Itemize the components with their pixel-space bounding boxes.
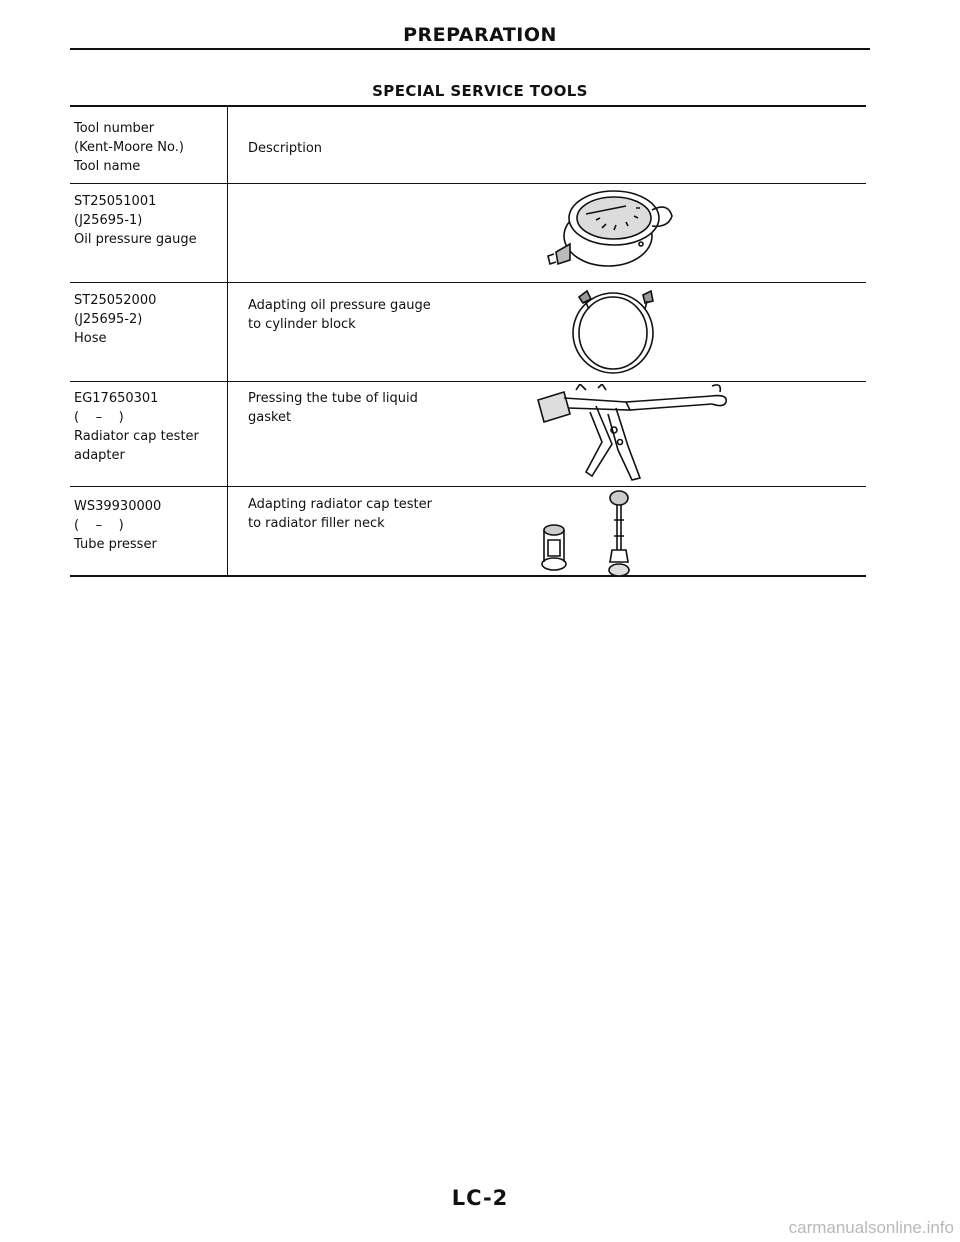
tool-name: Oil pressure gauge — [74, 232, 197, 247]
oil-pressure-gauge-illustration — [540, 188, 680, 274]
header-divider — [70, 183, 866, 184]
row-divider — [70, 486, 866, 487]
tool-number: WS39930000 — [74, 499, 162, 514]
tool-name: Hose — [74, 331, 107, 346]
hose-illustration — [565, 287, 665, 377]
tool-number: ST25052000 — [74, 293, 157, 308]
section-title: SPECIAL SERVICE TOOLS — [372, 82, 588, 100]
table-top-rule — [70, 105, 866, 107]
column-divider — [227, 107, 228, 575]
table-bottom-rule — [70, 575, 866, 577]
tube-presser-gun-illustration — [536, 384, 736, 484]
header-kent-moore: (Kent-Moore No.) — [74, 140, 184, 155]
kent-moore-number: (J25695-2) — [74, 312, 143, 327]
watermark: carmanualsonline.info — [788, 1218, 954, 1237]
description-line: to radiator filler neck — [248, 516, 385, 531]
header-tool-number: Tool number — [74, 121, 155, 136]
kent-moore-number: ( – ) — [74, 410, 124, 425]
row-divider — [70, 381, 866, 382]
kent-moore-number: (J25695-1) — [74, 213, 143, 228]
tool-name: Tube presser — [74, 537, 157, 552]
page-number: LC-2 — [451, 1186, 509, 1210]
description-line: Pressing the tube of liquid — [248, 391, 418, 406]
row-divider — [70, 282, 866, 283]
page-title: PREPARATION — [403, 24, 557, 46]
header-tool-name: Tool name — [74, 159, 141, 174]
title-rule — [70, 48, 870, 50]
tool-name: adapter — [74, 448, 125, 463]
description-line: Adapting radiator cap tester — [248, 497, 432, 512]
description-line: gasket — [248, 410, 292, 425]
tool-number: ST25051001 — [74, 194, 157, 209]
radiator-cap-tester-adapter-illustration — [534, 490, 644, 580]
description-line: Adapting oil pressure gauge — [248, 298, 431, 313]
header-description: Description — [248, 141, 323, 156]
description-line: to cylinder block — [248, 317, 356, 332]
tool-number: EG17650301 — [74, 391, 159, 406]
kent-moore-number: ( – ) — [74, 518, 124, 533]
tool-name: Radiator cap tester — [74, 429, 199, 444]
